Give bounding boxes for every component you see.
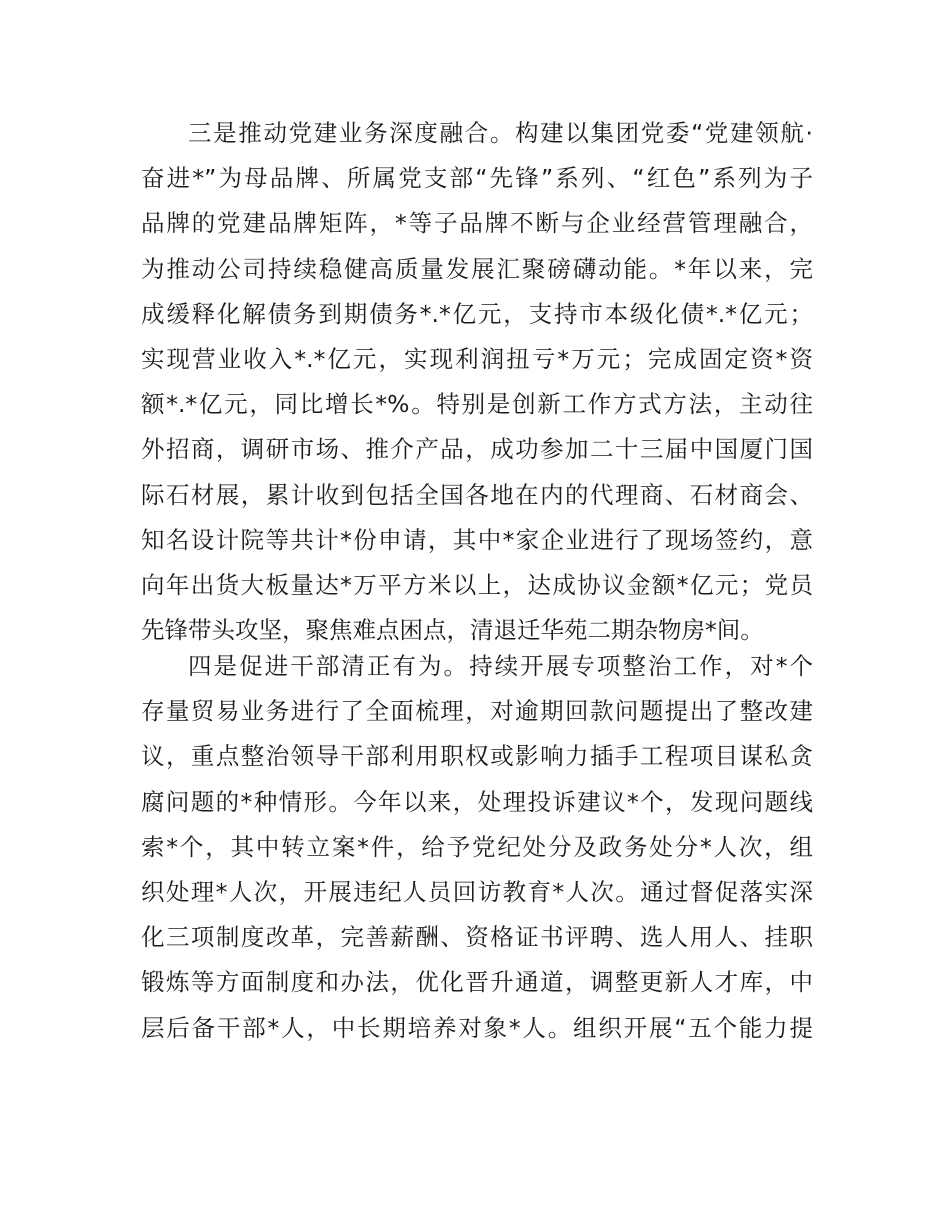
text-line: 织处理*人次，开展违纪人员回访教育*人次。通过督促落实深 [141,877,813,906]
text-line: 三是推动党建业务深度融合。构建以集团党委“党建领航· [188,119,813,147]
text-line: 层后备干部*人，中长期培养对象*人。组织开展“五个能力提 [141,1013,813,1042]
paragraph-cadre-integrity [141,644,813,1051]
text-line: 额*.*亿元，同比增长*%。特别是创新工作方式方法，主动往 [141,390,813,419]
text-line: 向年出货大板量达*万平方米以上，达成协议金额*亿元；党员 [141,570,813,599]
text-line: 成缓释化解债务到期债务*.*亿元，支持市本级化债*.*亿元； [141,299,813,328]
text-line: 化三项制度改革，完善薪酬、资格证书评聘、选人用人、挂职 [141,923,813,952]
text-line: 际石材展，累计收到包括全国各地在内的代理商、石材商会、 [141,480,813,509]
text-line: 议，重点整治领导干部利用职权或影响力插手工程项目谋私贪 [141,742,813,771]
text-line: 奋进*”为母品牌、所属党支部“先锋”系列、“红色”系列为子 [141,164,813,193]
text-line: 知名设计院等共计*份申请，其中*家企业进行了现场签约，意 [141,525,813,554]
text-line: 存量贸易业务进行了全面梳理，对逾期回款问题提出了整改建 [141,697,813,726]
text-line: 四是促进干部清正有为。持续开展专项整治工作，对*个 [188,652,813,680]
paragraph-party-building [141,111,813,653]
text-line: 先锋带头攻坚，聚焦难点困点，清退迁华苑二期杂物房*间。 [141,616,764,645]
text-line: 品牌的党建品牌矩阵，*等子品牌不断与企业经营管理融合， [141,209,813,238]
text-line: 索*个，其中转立案*件，给予党纪处分及政务处分*人次，组 [141,832,813,861]
text-line: 腐问题的*种情形。今年以来，处理投诉建议*个，发现问题线 [141,787,813,816]
text-line: 外招商，调研市场、推介产品，成功参加二十三届中国厦门国 [141,435,813,464]
text-line: 为推动公司持续稳健高质量发展汇聚磅礴动能。*年以来，完 [141,254,813,283]
text-line: 实现营业收入*.*亿元，实现利润扭亏*万元；完成固定资*资 [141,344,813,373]
text-line: 锻炼等方面制度和办法，优化晋升通道，调整更新人才库，中 [141,968,813,997]
